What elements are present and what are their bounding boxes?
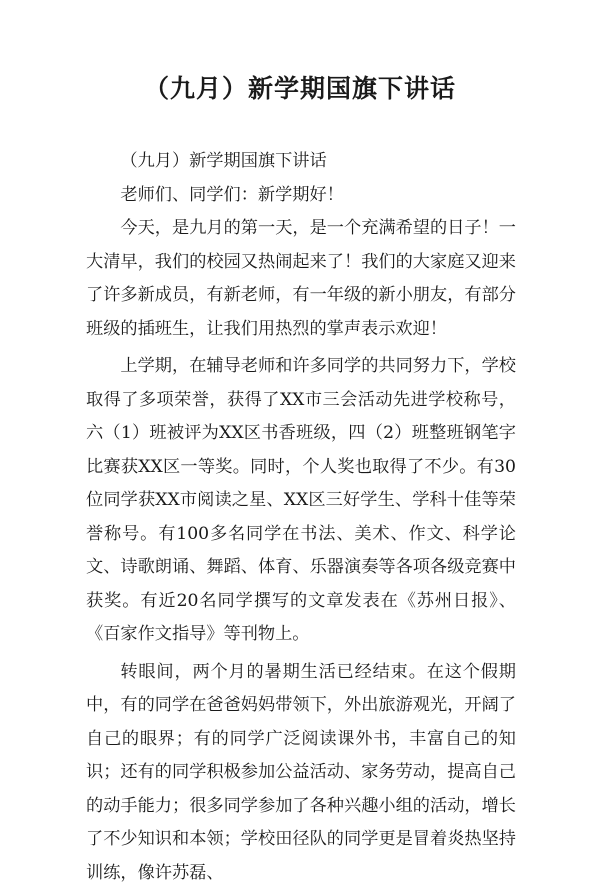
subtitle-paragraph: （九月）新学期国旗下讲话	[120, 151, 327, 171]
welcome-paragraph: 今天，是九月的第一天，是一个充满希望的日子！一大清早，我们的校园又热闹起来了！我们的大家庭又迎来了许多新成员，有新老师，有一年级的新小朋友，有部分班级的插班生，让我们用热烈的掌声表示欢迎！	[86, 218, 516, 339]
document-title: （九月）新学期国旗下讲话	[143, 74, 456, 103]
document-body	[86, 145, 516, 894]
summer-paragraph: 转眼间，两个月的暑期生活已经结束。在这个假期中，有的同学在爸爸妈妈带领下，外出旅游观光，开阔了自己的眼界；有的同学广泛阅读课外书，丰富自己的知识；还有的同学积极参加公益活动、家务劳动，提高自己的动手能力；很多同学参加了各种兴趣小组的活动，增长了不少知识和本领；学校田径队的同学更是冒着炎热坚持训练，像许苏磊、	[86, 661, 516, 883]
greeting-paragraph: 老师们、同学们：新学期好！	[120, 184, 344, 205]
achievements-paragraph: 上学期，在辅导老师和许多同学的共同努力下，学校取得了多项荣誉，获得了XX市三会活动先进学校称号，六（1）班被评为XX区书香班级，四（2）班整班钢笔字比赛获XX区一等奖。同时，个人奖也取得了不少。有30位同学获XX市阅读之星、XX区三好学生、学科十佳等荣誉称号。有100多名同学在书法、美术、作文、科学论文、诗歌朗诵、舞蹈、体育、乐器演奏等各项各级竞赛中获奖。有近20名同学撰写的文章发表在《苏州日报》、《百家作文指导》等刊物上。	[86, 356, 516, 644]
